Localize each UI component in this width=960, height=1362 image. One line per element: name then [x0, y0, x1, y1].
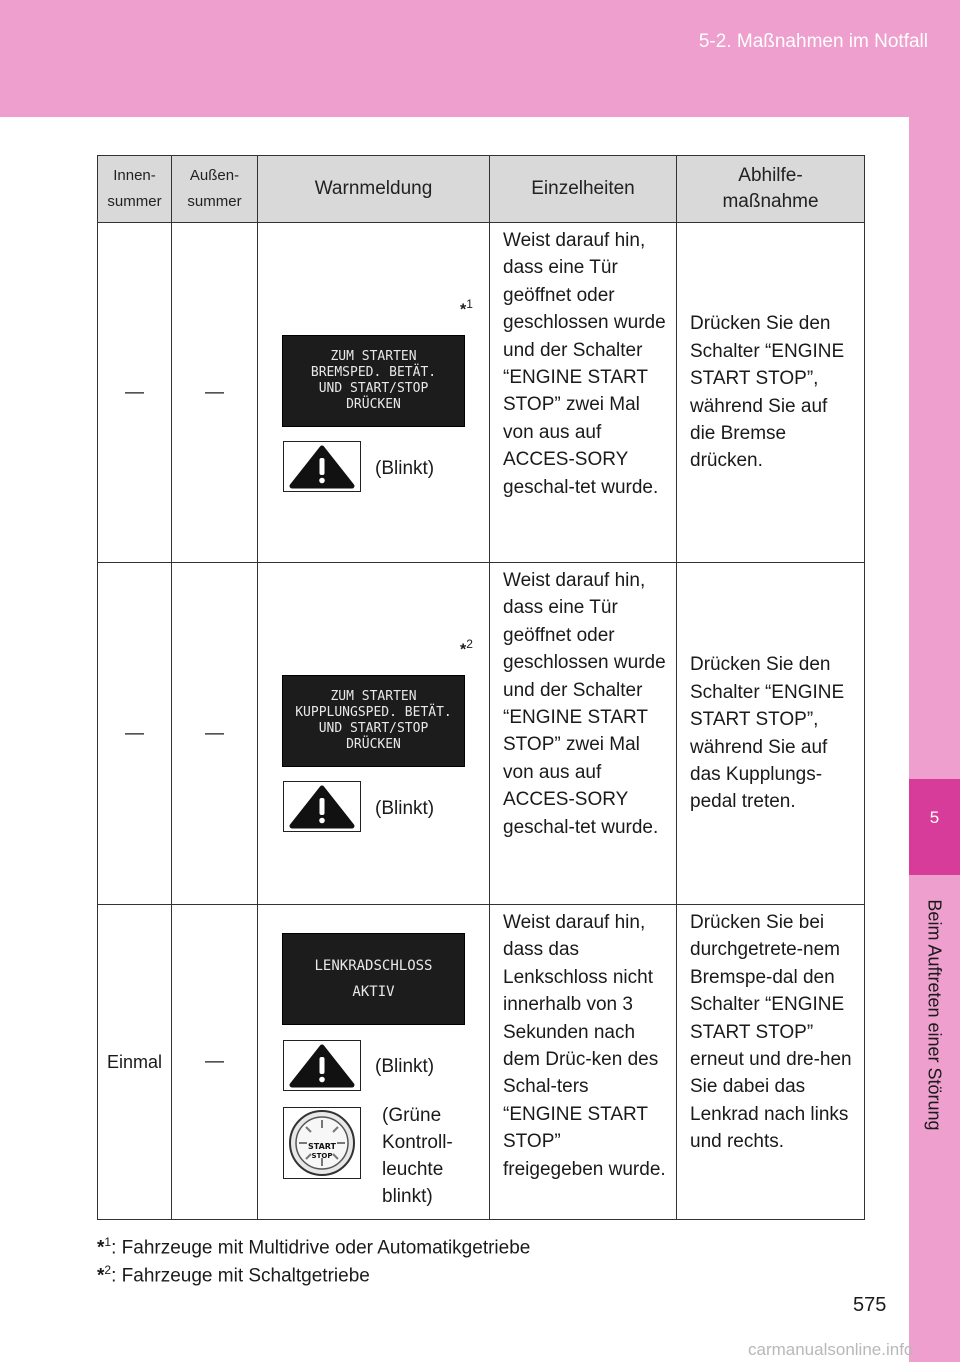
footnote-2: *$^2$: Fahrzeuge mit Schaltgetriebe [97, 1263, 370, 1287]
inner-buzzer-cell: — [98, 223, 172, 563]
details-cell: Weist darauf hin, dass das Lenkschloss nicht innerhalb von 3 Sekunden nach dem Drüc-ken des Schal-ters “ENGINE START STOP” freigegeben wurde. [490, 905, 677, 1220]
svg-text:START: START [307, 1142, 337, 1151]
inner-buzzer-cell: — [98, 563, 172, 905]
warning-exclamation-icon [283, 1040, 361, 1091]
display-message: ZUM STARTEN BREMSPED. BETÄT. UND START/STOP DRÜCKEN [282, 335, 465, 427]
chapter-number: 5 [929, 808, 940, 827]
inner-buzzer-cell: Einmal [98, 905, 172, 1220]
table-row [98, 905, 865, 1220]
chapter-title: Beim Auftreten einer Störung [924, 899, 945, 1131]
footnote-marker: *$^1$ [460, 297, 473, 319]
header-outer-buzzer: Außen- summer [172, 156, 258, 223]
table-row [98, 223, 865, 563]
page-number: 575 [853, 1294, 887, 1316]
footnote-marker: *$^2$ [460, 637, 473, 659]
header-band [0, 0, 960, 117]
outer-buzzer-cell: — [172, 905, 258, 1220]
start-stop-button-icon [283, 1107, 361, 1179]
footnote-1: *$^1$: Fahrzeuge mit Multidrive oder Automatikgetriebe [97, 1235, 531, 1259]
header-remedy: Abhilfe- maßnahme [677, 156, 865, 223]
blink-note: (Blinkt) [375, 1056, 435, 1077]
table-header-row [98, 156, 865, 223]
section-title: 5-2. Maßnahmen im Notfall [698, 31, 928, 52]
warning-table [97, 155, 865, 1220]
watermark: carmanualsonline.info [748, 1340, 914, 1359]
sidebar-band-top [909, 117, 960, 779]
header-inner-buzzer: Innen- summer [98, 156, 172, 223]
table-row [98, 563, 865, 905]
green-light-note: (Grüne Kontroll-leuchte blinkt) [382, 1105, 453, 1207]
header-warning-message: Warnmeldung [258, 156, 490, 223]
display-message: ZUM STARTEN KUPPLUNGSPED. BETÄT. UND START/STOP DRÜCKEN [282, 675, 465, 767]
remedy-cell: Drücken Sie bei durchgetrete-nem Bremspe-dal den Schalter “ENGINE START STOP” erneut und dre-hen Sie dabei das Lenkrad nach links und rechts. [677, 905, 865, 1220]
warning-exclamation-icon [283, 441, 361, 492]
details-cell: Weist darauf hin, dass eine Tür geöffnet oder geschlossen wurde und der Schalter “ENGINE START STOP” zwei Mal von aus auf ACCES-SORY geschal-tet wurde. [490, 563, 677, 905]
blink-note: (Blinkt) [375, 458, 435, 479]
remedy-cell: Drücken Sie den Schalter “ENGINE START STOP”, während Sie auf die Bremse drücken. [677, 223, 865, 563]
warning-message-cell [258, 223, 490, 563]
remedy-cell: Drücken Sie den Schalter “ENGINE START STOP”, während Sie auf das Kupplungs-pedal treten. [677, 563, 865, 905]
blink-note: (Blinkt) [375, 798, 435, 819]
warning-message-cell [258, 905, 490, 1220]
outer-buzzer-cell: — [172, 563, 258, 905]
outer-buzzer-cell: — [172, 223, 258, 563]
details-cell: Weist darauf hin, dass eine Tür geöffnet oder geschlossen wurde und der Schalter “ENGINE START STOP” zwei Mal von aus auf ACCES-SORY geschal-tet wurde. [490, 223, 677, 563]
warning-message-cell [258, 563, 490, 905]
display-message: LENKRADSCHLOSS AKTIV [282, 933, 465, 1025]
svg-text:STOP: STOP [311, 1152, 333, 1160]
warning-exclamation-icon [283, 781, 361, 832]
header-details: Einzelheiten [490, 156, 677, 223]
